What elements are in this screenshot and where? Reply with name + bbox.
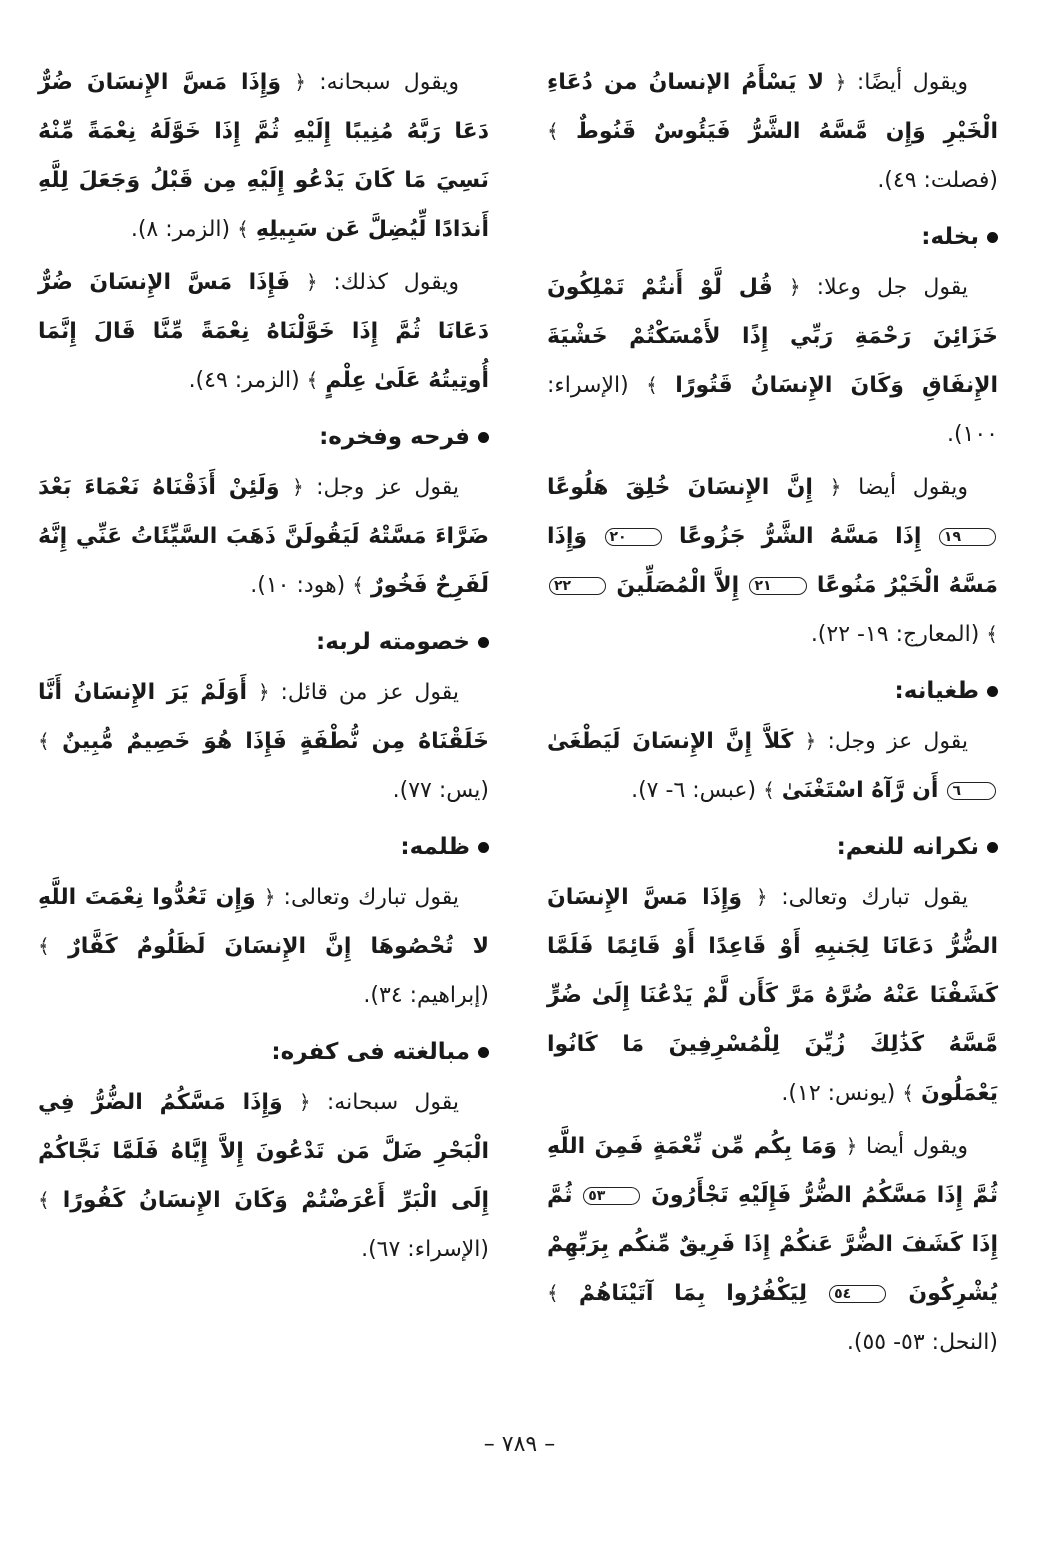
quran-verse: وَإِن تَعُدُّوا نِعْمَتَ اللَّهِ لا تُحْصُوهَا إِنَّ الإِنسَانَ لَظَلُومٌ كَفَّارٌ xyxy=(38,885,489,959)
verse-reference: (الزمر: ٨). xyxy=(130,217,231,242)
quote-open-ornament: ﴿ xyxy=(829,475,842,499)
quran-verse: أَوَلَمْ يَرَ الإِنسَانُ أَنَّا خَلَقْنَاهُ مِن نُّطْفَةٍ فَإِذَا هُوَ خَصِيمٌ مُّبِينٌ xyxy=(38,680,489,754)
quote-close-ornament: ﴾ xyxy=(547,1281,559,1305)
page-body xyxy=(38,58,998,1448)
quran-verse: إِذَا مَسَّهُ الشَّرُّ جَزُوعًا xyxy=(679,524,922,549)
quote-close-ornament: ﴾ xyxy=(38,1188,50,1212)
quote-close-ornament: ﴾ xyxy=(38,729,50,753)
intro-text: ويقول كذلك: xyxy=(333,270,459,295)
verse-reference: (يس: ٧٧). xyxy=(392,778,489,803)
quote-open-ornament: ﴿ xyxy=(263,885,276,909)
quran-verse: وَمَا بِكُم مِّن نِّعْمَةٍ فَمِنَ اللَّهِ ثُمَّ إِذَا مَسَّكُمُ الضُّرُّ فَإِلَيْهِ تَجْأَرُونَ xyxy=(547,1134,998,1208)
quran-verse: إِلاَّ الْمُصَلِّينَ xyxy=(616,573,740,598)
intro-text: يقول عز وجل: xyxy=(316,475,459,500)
bullet-icon xyxy=(987,686,998,697)
quran-verse: فَإِذَا مَسَّ الإِنسَانَ ضُرٌّ دَعَانَا ثُمَّ إِذَا خَوَّلْنَاهُ نِعْمَةً مِّنَّا قَالَ إِنَّمَا أُوتِيتُهُ عَلَىٰ عِلْمٍ xyxy=(38,270,489,393)
quran-verse: ثُمَّ إِذَا كَشَفَ الضُّرَّ عَنكُمْ إِذَا فَرِيقٌ مِّنكُم بِرَبِّهِمْ يُشْرِكُونَ xyxy=(547,1183,999,1306)
quote-open-ornament: ﴿ xyxy=(788,275,801,299)
quran-verse: قُل لَّوْ أَنتُمْ تَمْلِكُونَ خَزَائِنَ رَحْمَةِ رَبِّي إِذًا لأَمْسَكْتُمْ خَشْيَةَ الإِنفَاقِ وَكَانَ الإِنسَانُ قَتُورًا xyxy=(547,275,998,398)
paragraph xyxy=(547,873,998,1118)
paragraph xyxy=(38,58,489,254)
intro-text: ويقول أيضا xyxy=(866,1134,968,1159)
bullet-icon xyxy=(987,232,998,243)
quote-close-ornament: ﴾ xyxy=(306,368,319,392)
quote-open-ornament: ﴿ xyxy=(294,70,306,94)
quran-verse: إِنَّ الإِنسَانَ خُلِقَ هَلُوعًا xyxy=(547,475,813,500)
bullet-icon xyxy=(478,637,489,648)
paragraph xyxy=(547,1122,998,1367)
bullet-icon xyxy=(478,432,489,443)
quote-close-ornament: ﴾ xyxy=(646,373,658,397)
quran-verse: وَإِذَا مَسَّ الإِنسَانَ الضُّرُّ دَعَانَا لِجَنبِهِ أَوْ قَاعِدًا أَوْ قَائِمًا فَلَمَّا كَشَفْنَا عَنْهُ ضُرَّهُ مَرَّ كَأَن لَّمْ يَدْعُنَا إِلَىٰ ضُرٍّ مَّسَّهُ كَذَٰلِكَ زُيِّنَ لِلْمُسْرِفِينَ مَا كَانُوا يَعْمَلُونَ xyxy=(547,885,998,1106)
ayah-number-marker: ٢١ xyxy=(749,577,806,595)
section-heading xyxy=(38,620,489,664)
paragraph xyxy=(38,873,489,1020)
section-heading xyxy=(38,825,489,869)
left-column xyxy=(38,58,489,1448)
section-heading xyxy=(38,1030,489,1074)
paragraph xyxy=(38,258,489,405)
paragraph xyxy=(547,58,998,205)
intro-text: يقول تبارك وتعالى: xyxy=(283,885,460,910)
ayah-number-marker: ٥٣ xyxy=(583,1187,640,1205)
paragraph xyxy=(547,717,998,815)
right-column xyxy=(547,58,998,1448)
verse-reference: (النحل: ٥٣- ٥٥). xyxy=(846,1330,998,1355)
intro-text: ويقول سبحانه: xyxy=(319,70,460,95)
ayah-number-marker: ٢٠ xyxy=(605,528,662,546)
quran-verse: وَلَئِنْ أَذَقْنَاهُ نَعْمَاءَ بَعْدَ ضَرَّاءَ مَسَّتْهُ لَيَقُولَنَّ ذَهَبَ السَّيِّئَاتُ عَنِّي إِنَّهُ لَفَرِحٌ فَخُورٌ xyxy=(38,475,489,598)
section-heading-text: نكرانه للنعم: xyxy=(836,834,979,860)
paragraph xyxy=(547,263,998,459)
section-heading-text: مبالغته فى كفره: xyxy=(271,1039,470,1065)
section-heading xyxy=(547,215,998,259)
quran-verse: كَلاَّ إِنَّ الإِنسَانَ لَيَطْغَىٰ xyxy=(547,729,794,754)
quote-open-ornament: ﴿ xyxy=(257,680,270,704)
paragraph xyxy=(547,463,998,659)
quran-verse: لا يَسْأَمُ الإنسانُ من دُعَاءِ الْخَيْرِ وَإِن مَّسَّهُ الشَّرُّ فَيَئُوسٌ قَنُوطٌ xyxy=(547,70,998,144)
quran-verse: وَإِذَا مَسَّكُمُ الضُّرُّ فِي الْبَحْرِ ضَلَّ مَن تَدْعُونَ إِلاَّ إِيَّاهُ فَلَمَّا نَجَّاكُمْ إِلَى الْبَرِّ أَعْرَضْتُمْ وَكَانَ الإِنسَانُ كَفُورًا xyxy=(38,1090,490,1213)
verse-reference: (فصلت: ٤٩). xyxy=(877,168,998,193)
verse-reference: (المعارج: ١٩- ٢٢). xyxy=(810,622,980,647)
quote-open-ornament: ﴿ xyxy=(292,475,304,499)
bullet-icon xyxy=(987,842,998,853)
quote-open-ornament: ﴿ xyxy=(845,1134,858,1158)
quote-open-ornament: ﴿ xyxy=(298,1090,311,1114)
quote-close-ornament: ﴾ xyxy=(352,573,364,597)
paragraph xyxy=(38,668,489,815)
verse-reference: (عبس: ٦- ٧). xyxy=(631,778,757,803)
quran-verse: وَإِذَا مَسَّهُ الْخَيْرُ مَنُوعًا xyxy=(547,524,999,598)
intro-text: يقول جل وعلا: xyxy=(816,275,968,300)
paragraph xyxy=(38,1078,489,1274)
verse-reference: (الإسراء: ٦٧). xyxy=(361,1237,489,1262)
quote-close-ornament: ﴾ xyxy=(547,119,559,143)
section-heading-text: فرحه وفخره: xyxy=(319,424,470,450)
section-heading-text: بخله: xyxy=(921,224,979,250)
section-heading xyxy=(547,669,998,713)
bullet-icon xyxy=(478,1047,489,1058)
verse-reference: (يونس: ١٢). xyxy=(781,1081,896,1106)
quote-open-ornament: ﴿ xyxy=(755,885,768,909)
intro-text: ويقول أيضًا: xyxy=(856,70,968,95)
paragraph xyxy=(38,463,489,610)
quote-close-ornament: ﴾ xyxy=(38,934,50,958)
section-heading xyxy=(38,415,489,459)
verse-reference: (هود: ١٠). xyxy=(250,573,346,598)
section-heading-text: خصومته لربه: xyxy=(316,629,470,655)
intro-text: يقول عز وجل: xyxy=(827,729,969,754)
verse-reference: (الزمر: ٤٩). xyxy=(188,368,300,393)
section-heading-text: طغيانه: xyxy=(894,678,979,704)
ayah-number-marker: ٢٢ xyxy=(549,577,606,595)
quote-close-ornament: ﴾ xyxy=(237,217,249,241)
intro-text: يقول عز من قائل: xyxy=(280,680,459,705)
section-heading xyxy=(547,825,998,869)
intro-text: يقول تبارك وتعالى: xyxy=(781,885,968,910)
section-heading-text: ظلمه: xyxy=(400,834,470,860)
quote-open-ornament: ﴿ xyxy=(804,729,817,753)
quote-close-ornament: ﴾ xyxy=(902,1081,915,1105)
verse-reference: (الإسراء: ١٠٠). xyxy=(547,373,998,447)
quote-close-ornament: ﴾ xyxy=(763,778,775,802)
verse-reference: (إبراهيم: ٣٤). xyxy=(363,983,489,1008)
ayah-number-marker: ٦ xyxy=(947,782,996,800)
ayah-number-marker: ١٩ xyxy=(939,528,996,546)
ayah-number-marker: ٥٤ xyxy=(829,1285,886,1303)
quran-verse: أَن رَّآهُ اسْتَغْنَىٰ xyxy=(781,778,939,803)
quran-verse: لِيَكْفُرُوا بِمَا آتَيْنَاهُمْ xyxy=(578,1281,807,1306)
intro-text: يقول سبحانه: xyxy=(326,1090,460,1115)
intro-text: ويقول أيضا xyxy=(858,475,968,500)
quote-open-ornament: ﴿ xyxy=(834,70,847,94)
bullet-icon xyxy=(478,842,489,853)
quote-open-ornament: ﴿ xyxy=(305,270,318,294)
quote-close-ornament: ﴾ xyxy=(986,622,998,646)
page-number: – ٧٨٩ – xyxy=(483,1432,556,1457)
quran-verse: وَإِذَا مَسَّ الإِنسَانَ ضُرٌّ دَعَا رَبَّهُ مُنِيبًا إِلَيْهِ ثُمَّ إِذَا خَوَّلَهُ نِعْمَةً مِّنْهُ نَسِيَ مَا كَانَ يَدْعُو إِلَيْهِ مِن قَبْلُ وَجَعَلَ لِلَّهِ أَندَادًا لِّيُضِلَّ عَن سَبِيلِهِ xyxy=(38,70,489,242)
